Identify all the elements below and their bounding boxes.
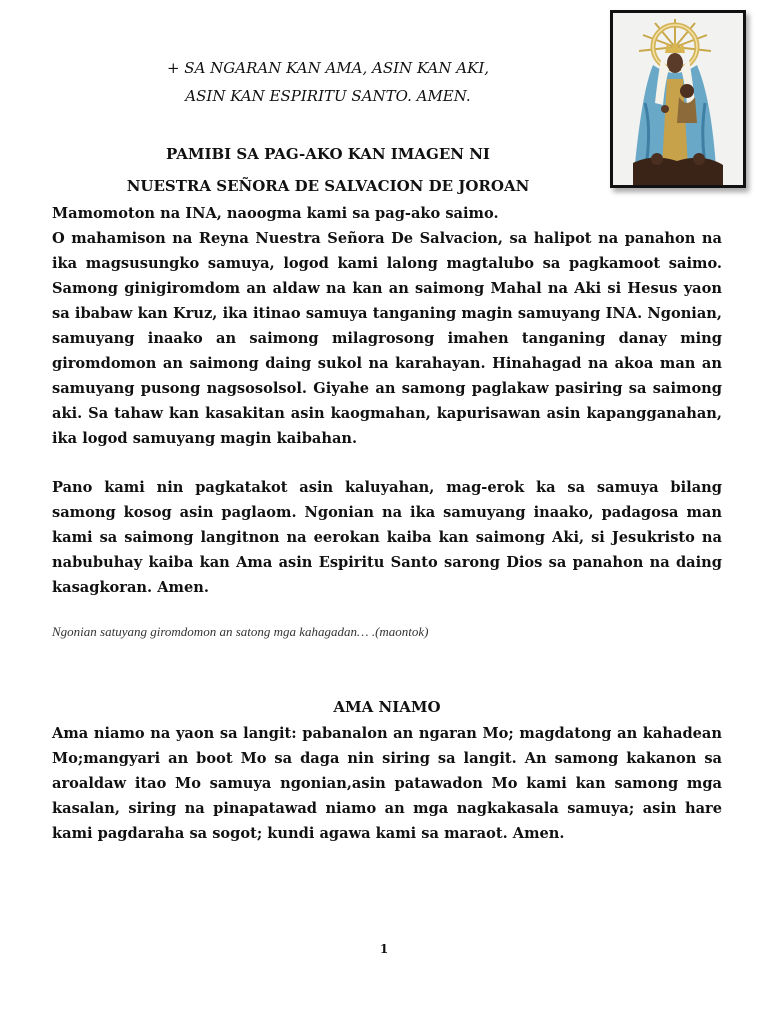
virgin-mary-statue-image [610,10,746,188]
prayer-body-2: Pano kami nin pagkatakot asin kaluyahan, mag-erok ka sa samuya bilang samong kosog asin paglaom. Ngonian na ika samuyang inaako, padagosa man kami sa saimong langitnon na eerokan kaiba kan saimong Aki, si Jesukristo na nabubuhay kaiba kan Ama asin Espiritu Santo sarong Dios sa panahon na daing kasagkoran. Amen. [52,479,722,596]
prayer-paragraph-2 [52,475,722,600]
invocation-line-2: ASIN KAN ESPIRITU SANTO. AMEN. [185,87,471,105]
ama-niamo-title: AMA NIAMO [333,698,441,716]
prayer-title [52,138,604,202]
ama-niamo-paragraph [52,721,722,846]
prayer-title-line-1: PAMIBI SA PAG-AKO KAN IMAGEN NI [166,145,490,163]
prayer-body-1: O mahamison na Reyna Nuestra Señora De Salvacion, sa halipot na panahon na ika magsusungko samuya, logod kami lalong magtalubo sa pagkamoot saimo. Samong ginigiromdom an aldaw na kan an saimong Mahal na Aki si Hesus yaon sa ibabaw kan Kruz, ika itinao samuya tanganing magin samuyang INA. Ngonian, samuyang inaako an saimong milagrosong imahen tanganing danay ming giromdomon an saimong daing sukol na karahayan. Hinahagad na akoa man an samuyang pusong nagsosolsol. Giyahe an samong paglakaw pasiring sa saimong aki. Sa tahaw kan kasakitan asin kaogmahan, kapurisawan asin kapangganahan, ika logod samuyang magin kaibahan. [52,230,722,447]
prayer-opening-line: Mamomoton na INA, naoogma kami sa pag-ako saimo. [52,205,499,222]
ama-niamo-body: Ama niamo na yaon sa langit: pabanalon an ngaran Mo; magdatong an kahadean Mo;mangyari an boot Mo sa daga nin siring sa langit. An samong kakanon sa aroaldaw itao Mo samuya ngonian,asin patawadon Mo kami kan samong mga kasalan, siring na pinapatawad niamo an mga nagkakasala samuya; asin hare kami pagdaraha sa sogot; kundi agawa kami sa maraot. Amen. [52,725,722,842]
page-number: 1 [379,942,389,956]
statue-face [667,53,683,73]
instruction-note: Ngonian satuyang giromdomon an satong mga kahagadan… .(maontok) [52,624,429,639]
child-figure [680,84,694,98]
prayer-title-line-2: NUESTRA SEÑORA DE SALVACION DE JOROAN [126,177,530,195]
prayer-paragraph-1 [52,201,722,451]
invocation [52,54,604,110]
invocation-line-1: + SA NGARAN KAN AMA, ASIN KAN AKI, [166,59,490,77]
statue-illustration [613,13,743,185]
statue-base [633,157,723,185]
